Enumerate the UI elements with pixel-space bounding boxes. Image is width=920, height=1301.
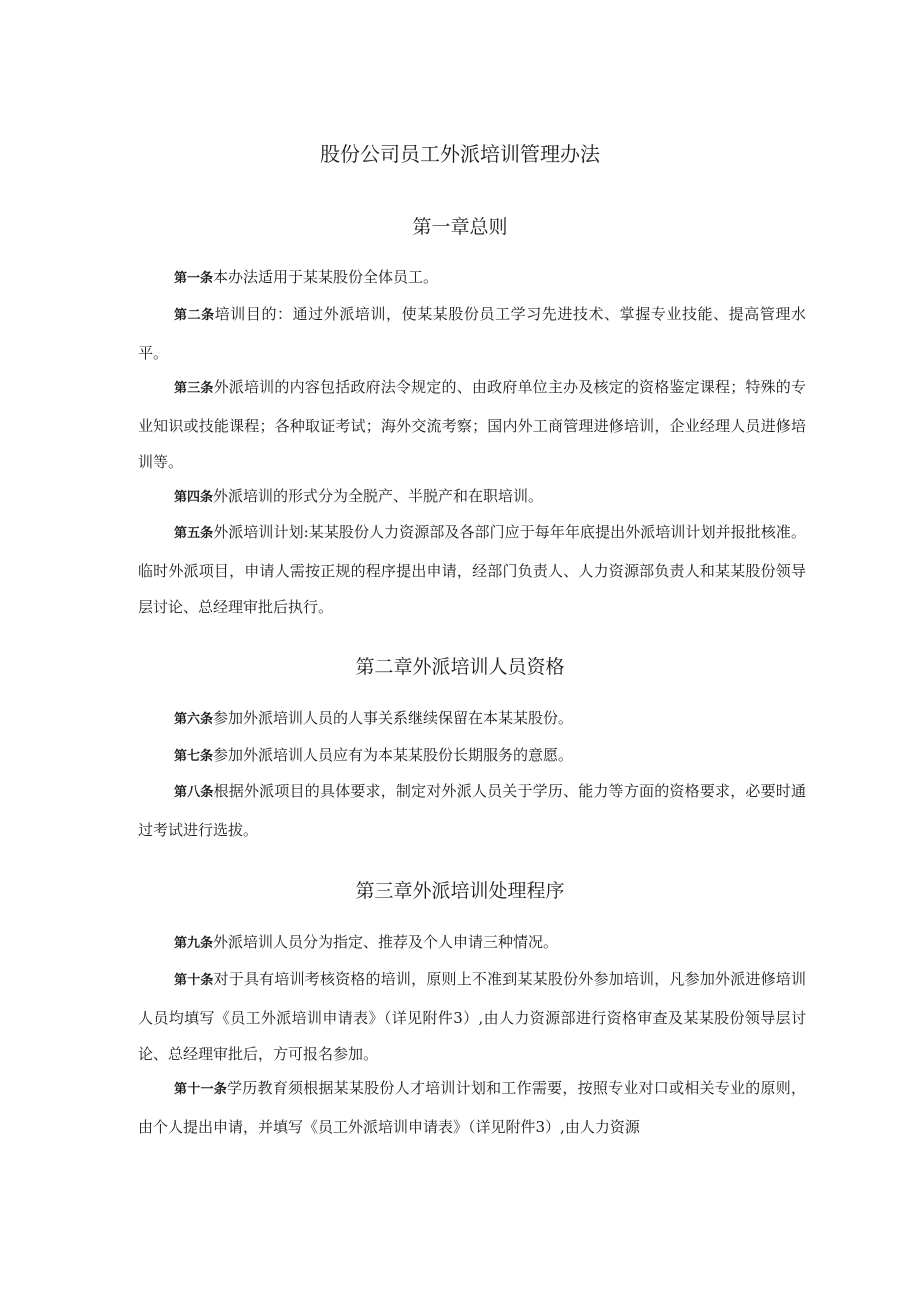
- article-8: [138, 773, 806, 848]
- article-text: 培训目的：通过外派培训，使某某股份员工学习先进技术、掌握专业技能、提高管理水平。: [138, 305, 806, 362]
- article-6: [138, 700, 806, 739]
- article-label: 第五条: [174, 526, 214, 541]
- article-4: [138, 478, 806, 517]
- document-title: 股份公司员工外派培训管理办法: [320, 142, 600, 166]
- article-1: [138, 259, 806, 298]
- article-text: 外派培训的内容包括政府法令规定的、由政府单位主办及核定的资格鉴定课程；特殊的专业知识或技能课程；各种取证考试；海外交流考察；国内外工商管理进修培训，企业经理人员进修培训等。: [138, 378, 806, 471]
- chapter-heading-2: 第二章外派培训人员资格: [355, 656, 565, 678]
- article-label: 第七条: [174, 749, 214, 764]
- article-label: 第三条: [174, 381, 214, 396]
- article-text: 外派培训的形式分为全脱产、半脱产和在职培训。: [213, 487, 544, 505]
- article-text: 参加外派培训人员应有为本某某股份长期服务的意愿。: [213, 746, 574, 764]
- article-text: 本办法适用于某某股份全体员工。: [213, 268, 439, 286]
- article-7: [138, 737, 806, 776]
- article-label: 第八条: [174, 785, 214, 800]
- article-11: [138, 1070, 806, 1145]
- article-text: 根据外派项目的具体要求，制定对外派人员关于学历、能力等方面的资格要求，必要时通过考试进行选拔。: [138, 782, 806, 839]
- article-5: [138, 514, 806, 626]
- article-label: 第九条: [174, 936, 214, 951]
- article-text: 外派培训人员分为指定、推荐及个人申请三种情况。: [213, 933, 559, 951]
- article-text: 外派培训计划:某某股份人力资源部及各部门应于每年年底提出外派培训计划并报批核准。临时外派项目，申请人需按正规的程序提出申请，经部门负责人、人力资源部负责人和某某股份领导层讨论、总经理审批后执行。: [138, 523, 806, 616]
- article-label: 第十一条: [174, 1082, 227, 1097]
- article-label: 第十条: [174, 973, 214, 988]
- article-label: 第四条: [174, 490, 214, 505]
- article-text: 对于具有培训考核资格的培训，原则上不准到某某股份外参加培训，凡参加外派进修培训人员均填写《员工外派培训申请表》（详见附件3）,由人力资源部进行资格审查及某某股份领导层讨论、总经理审批后，方可报名参加。: [138, 970, 806, 1063]
- article-3: [138, 369, 806, 481]
- article-text: 参加外派培训人员的人事关系继续保留在本某某股份。: [213, 709, 574, 727]
- article-10: [138, 961, 806, 1073]
- article-label: 第一条: [174, 271, 214, 286]
- chapter-heading-3: 第三章外派培训处理程序: [355, 880, 565, 902]
- article-label: 第六条: [174, 712, 214, 727]
- article-text: 学历教育须根据某某股份人才培训计划和工作需要，按照专业对口或相关专业的原则，由个人提出申请，并填写《员工外派培训申请表》（详见附件3）,由人力资源: [138, 1079, 806, 1136]
- article-9: [138, 924, 806, 963]
- article-label: 第二条: [174, 308, 215, 323]
- chapter-heading-1: 第一章总则: [412, 216, 508, 238]
- article-2: [138, 296, 806, 371]
